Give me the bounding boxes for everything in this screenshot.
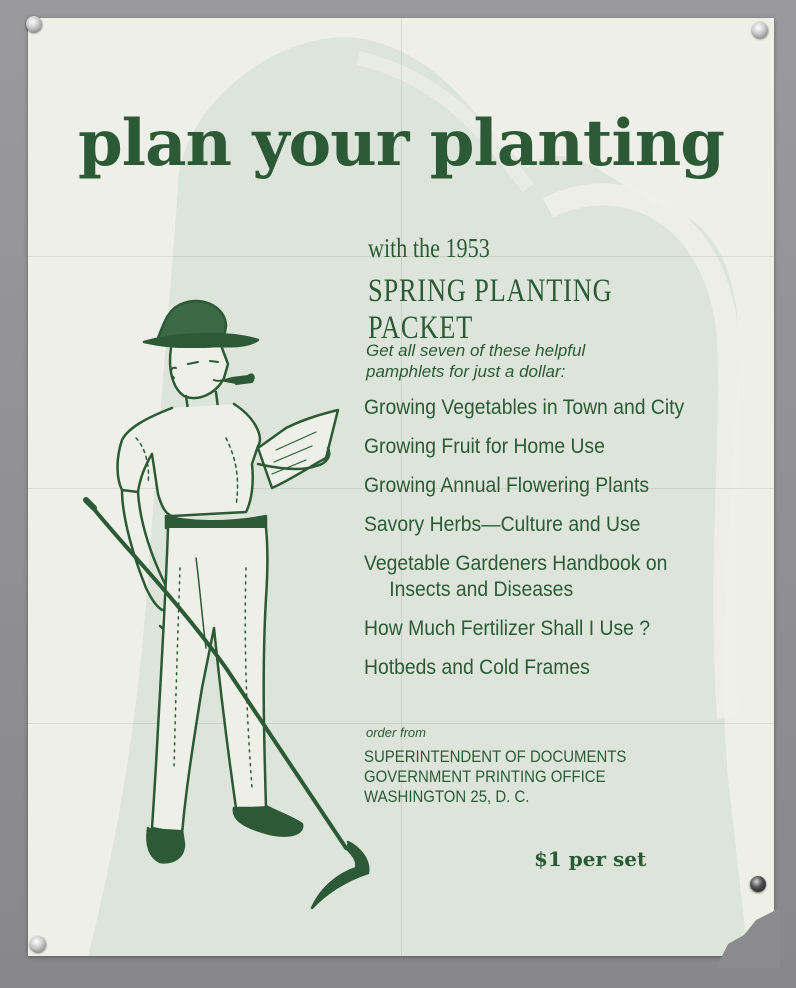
subtitle-packet: SPRING PLANTING PACKET (368, 273, 613, 346)
list-item-continuation: Insects and Diseases (389, 577, 574, 601)
address-line: GOVERNMENT PRINTING OFFICE (364, 767, 606, 786)
pamphlet-list (364, 394, 764, 693)
list-item: Growing Vegetables in Town and City (364, 395, 685, 419)
price-label: $1 per set (534, 847, 647, 871)
order-from-label: order from (366, 725, 426, 740)
intro-line: Get all seven of these helpful (366, 341, 586, 360)
list-item: Hotbeds and Cold Frames (364, 655, 590, 679)
poster (28, 18, 774, 956)
list-item: How Much Fertilizer Shall I Use ? (364, 616, 651, 640)
list-item: Growing Fruit for Home Use (364, 434, 605, 458)
address-line: WASHINGTON 25, D. C. (364, 787, 530, 806)
push-pin-icon (752, 22, 768, 38)
poster-title: plan your planting (78, 106, 724, 181)
intro-text (366, 340, 666, 382)
list-item-line: Vegetable Gardeners Handbook on (364, 551, 668, 575)
address-line: SUPERINTENDENT OF DOCUMENTS (364, 747, 627, 766)
intro-line: pamphlets for just a dollar: (366, 362, 566, 381)
gardener-illustration (76, 268, 376, 918)
push-pin-icon (30, 936, 46, 952)
order-address (364, 747, 744, 807)
list-item: Growing Annual Flowering Plants (364, 473, 650, 497)
push-pin-icon (750, 876, 766, 892)
list-item: Savory Herbs—Culture and Use (364, 512, 641, 536)
push-pin-icon (26, 16, 42, 32)
list-item (364, 550, 724, 602)
subtitle-year: with the 1953 (368, 233, 490, 263)
